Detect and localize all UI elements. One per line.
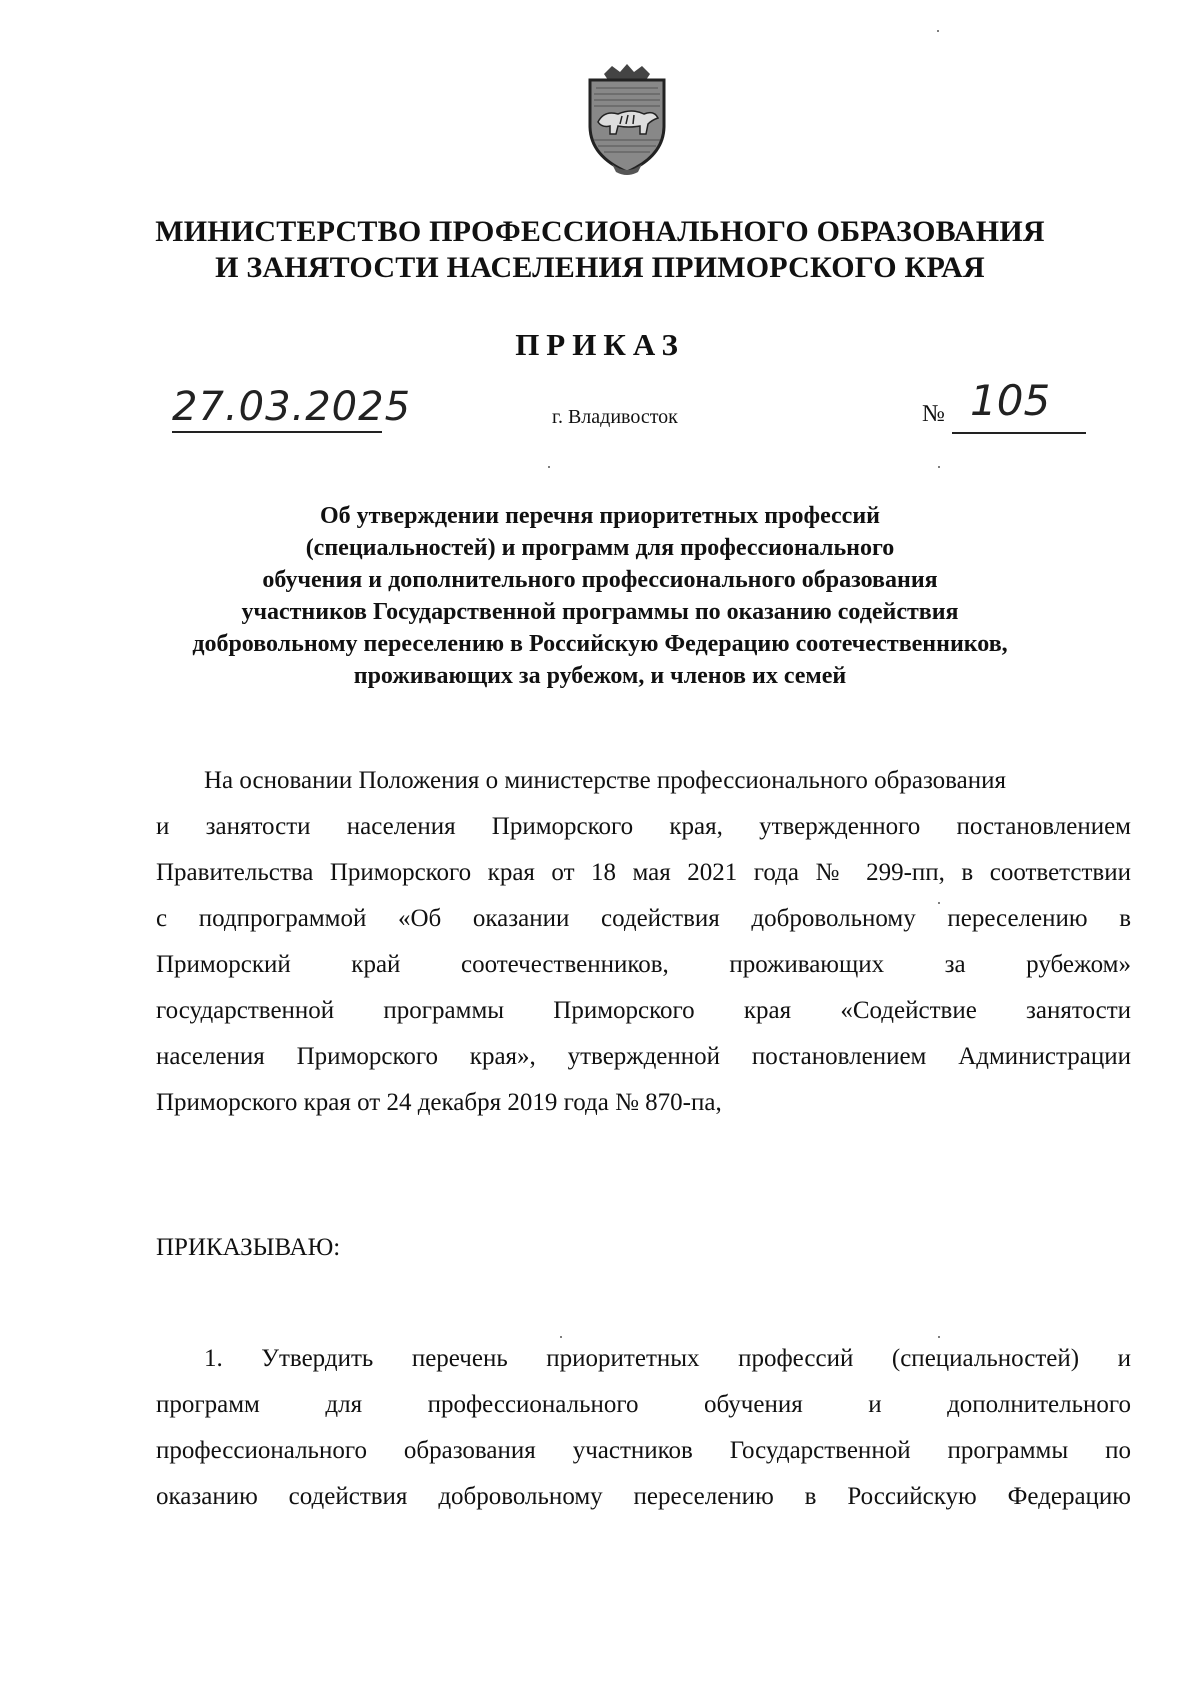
scan-speck [937,30,939,32]
preamble-line: На основании Положения о министерстве профессионального образования [204,767,1007,794]
title-line: Об утверждении перечня приоритетных профессий [320,503,880,529]
title-line: обучения и дополнительного профессионального образования [262,567,938,593]
number-underline [952,432,1086,434]
order-date: 27.03.2025 [172,384,412,430]
ministry-name-line-1: МИНИСТЕРСТВО ПРОФЕССИОНАЛЬНОГО ОБРАЗОВАНИЯ [155,215,1045,248]
document-title [120,500,1080,692]
preamble-line: и занятости населения Приморского края, утвержденного постановлением [156,813,1131,840]
title-line: добровольному переселению в Российскую Федерацию соотечественников, [192,631,1008,657]
item-1-line: 1. Утвердить перечень приоритетных профессий (специальностей) и [204,1345,1131,1372]
coat-of-arms-icon [582,64,672,176]
scan-speck [548,466,550,468]
number-sign: № [922,401,945,427]
scan-speck [560,1336,562,1338]
item-1-paragraph [156,1336,1131,1520]
item-1-line: оказанию содействия добровольному переселению в Российскую Федерацию [156,1483,1131,1510]
title-line: участников Государственной программы по оказанию содействия [241,599,959,625]
preamble-paragraph [156,758,1131,1126]
date-underline [172,431,382,433]
scan-speck [938,466,940,468]
scan-speck [938,1336,940,1338]
title-line: (специальностей) и программ для профессионального [305,535,895,561]
preamble-line: государственной программы Приморского края «Содействие занятости [156,997,1131,1024]
scan-speck [938,902,940,904]
preamble-line: Приморский край соотечественников, проживающих за рубежом» [156,951,1131,978]
preamble-line: Правительства Приморского края от 18 мая 2021 года № 299-пп, в соответствии [156,859,1131,886]
preamble-line: Приморского края от 24 декабря 2019 года № 870-па, [156,1089,722,1116]
order-number: 105 [970,376,1051,425]
title-line: проживающих за рубежом, и членов их семей [353,663,847,689]
item-1-line: программ для профессионального обучения и дополнительного [156,1391,1131,1418]
ministry-name [150,214,1050,286]
item-1-line: профессионального образования участников Государственной программы по [156,1437,1131,1464]
preamble-line: населения Приморского края», утвержденной постановлением Администрации [156,1043,1131,1070]
city: г. Владивосток [552,406,678,428]
preamble-line: с подпрограммой «Об оказании содействия добровольному переселению в [156,905,1131,932]
document-type: ПРИКАЗ [515,327,685,362]
ministry-name-line-2: И ЗАНЯТОСТИ НАСЕЛЕНИЯ ПРИМОРСКОГО КРАЯ [215,251,985,284]
decree-word: ПРИКАЗЫВАЮ: [156,1234,341,1261]
